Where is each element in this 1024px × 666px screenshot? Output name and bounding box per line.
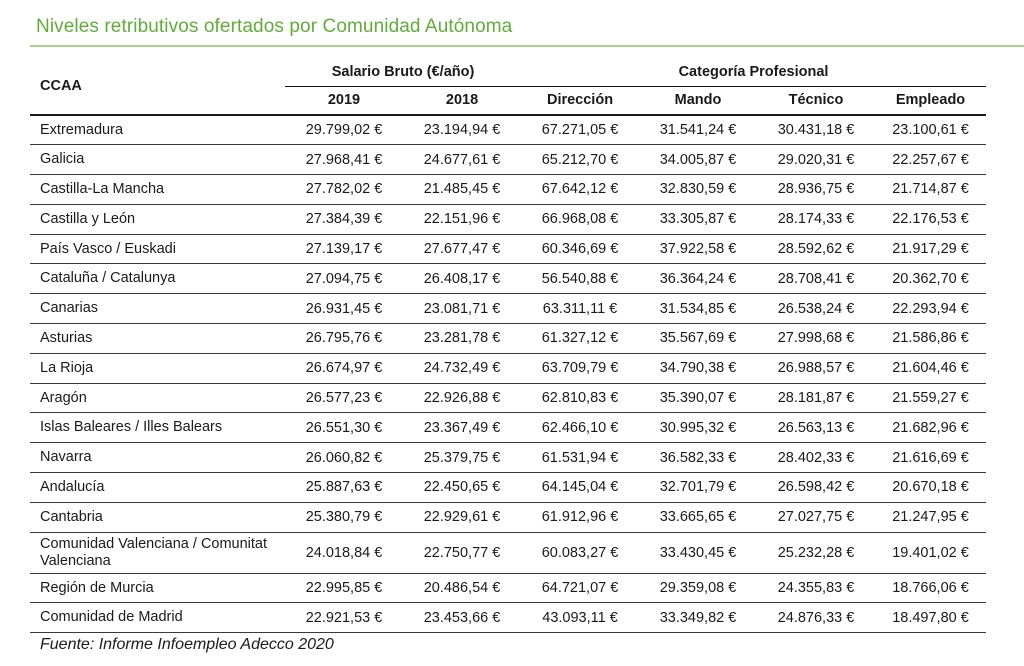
cell-direccion: 61.531,94 €	[521, 443, 639, 473]
page-title: Niveles retributivos ofertados por Comunidad Autónoma	[36, 16, 513, 37]
cell-direccion: 61.327,12 €	[521, 324, 639, 354]
cell-2019: 25.380,79 €	[285, 502, 403, 532]
cell-tecnico: 27.998,68 €	[757, 324, 875, 354]
header-row-groups	[30, 58, 986, 86]
cell-mando: 34.790,38 €	[639, 353, 757, 383]
cell-mando: 31.534,85 €	[639, 294, 757, 324]
cell-2018: 23.081,71 €	[403, 294, 521, 324]
cell-2018: 24.677,61 €	[403, 145, 521, 175]
row-ccaa-name: Castilla y León	[30, 204, 285, 234]
cell-2018: 22.926,88 €	[403, 383, 521, 413]
cell-direccion: 62.810,83 €	[521, 383, 639, 413]
cell-tecnico: 26.988,57 €	[757, 353, 875, 383]
cell-2018: 22.450,65 €	[403, 473, 521, 503]
cell-2019: 27.139,17 €	[285, 234, 403, 264]
cell-mando: 32.701,79 €	[639, 473, 757, 503]
cell-direccion: 64.721,07 €	[521, 573, 639, 603]
header-mando: Mando	[639, 86, 757, 115]
cell-tecnico: 26.563,13 €	[757, 413, 875, 443]
cell-empleado: 23.100,61 €	[875, 115, 986, 145]
cell-mando: 30.995,32 €	[639, 413, 757, 443]
cell-2018: 23.453,66 €	[403, 603, 521, 633]
cell-empleado: 21.917,29 €	[875, 234, 986, 264]
cell-direccion: 64.145,04 €	[521, 473, 639, 503]
cell-empleado: 21.616,69 €	[875, 443, 986, 473]
table-row	[30, 603, 986, 633]
cell-tecnico: 27.027,75 €	[757, 502, 875, 532]
cell-direccion: 67.271,05 €	[521, 115, 639, 145]
table-row	[30, 324, 986, 354]
cell-2019: 26.577,23 €	[285, 383, 403, 413]
table-row	[30, 502, 986, 532]
table-row	[30, 573, 986, 603]
header-ccaa: CCAA	[30, 58, 285, 115]
table-row	[30, 443, 986, 473]
cell-2018: 25.379,75 €	[403, 443, 521, 473]
table-row	[30, 413, 986, 443]
cell-tecnico: 26.538,24 €	[757, 294, 875, 324]
row-ccaa-name: Asturias	[30, 324, 285, 354]
row-ccaa-name: La Rioja	[30, 353, 285, 383]
table-row	[30, 383, 986, 413]
row-ccaa-name: Comunidad Valenciana / Comunitat Valenciana	[30, 532, 285, 573]
row-ccaa-name: Islas Baleares / Illes Balears	[30, 413, 285, 443]
row-ccaa-name: Cantabria	[30, 502, 285, 532]
cell-tecnico: 25.232,28 €	[757, 532, 875, 573]
header-2018: 2018	[403, 86, 521, 115]
table-row	[30, 532, 986, 573]
cell-2018: 27.677,47 €	[403, 234, 521, 264]
cell-mando: 35.567,69 €	[639, 324, 757, 354]
cell-empleado: 21.682,96 €	[875, 413, 986, 443]
cell-mando: 33.305,87 €	[639, 204, 757, 234]
cell-mando: 33.430,45 €	[639, 532, 757, 573]
cell-tecnico: 28.174,33 €	[757, 204, 875, 234]
cell-2019: 26.795,76 €	[285, 324, 403, 354]
header-categoria-group: Categoría Profesional	[521, 58, 986, 86]
cell-2018: 22.929,61 €	[403, 502, 521, 532]
cell-2018: 22.750,77 €	[403, 532, 521, 573]
cell-2018: 23.367,49 €	[403, 413, 521, 443]
row-ccaa-name: Extremadura	[30, 115, 285, 145]
cell-mando: 36.582,33 €	[639, 443, 757, 473]
row-ccaa-name: País Vasco / Euskadi	[30, 234, 285, 264]
cell-mando: 31.541,24 €	[639, 115, 757, 145]
row-ccaa-name: Comunidad de Madrid	[30, 603, 285, 633]
row-ccaa-name: Castilla-La Mancha	[30, 175, 285, 205]
header-2019: 2019	[285, 86, 403, 115]
cell-2019: 27.094,75 €	[285, 264, 403, 294]
cell-empleado: 21.247,95 €	[875, 502, 986, 532]
cell-direccion: 60.083,27 €	[521, 532, 639, 573]
header-tecnico: Técnico	[757, 86, 875, 115]
table-header	[30, 58, 986, 115]
cell-empleado: 21.559,27 €	[875, 383, 986, 413]
cell-empleado: 20.362,70 €	[875, 264, 986, 294]
row-ccaa-name: Navarra	[30, 443, 285, 473]
cell-2019: 27.384,39 €	[285, 204, 403, 234]
table-row	[30, 204, 986, 234]
cell-empleado: 22.293,94 €	[875, 294, 986, 324]
cell-2019: 29.799,02 €	[285, 115, 403, 145]
header-empleado: Empleado	[875, 86, 986, 115]
cell-tecnico: 24.355,83 €	[757, 573, 875, 603]
cell-direccion: 62.466,10 €	[521, 413, 639, 443]
cell-empleado: 19.401,02 €	[875, 532, 986, 573]
cell-2018: 26.408,17 €	[403, 264, 521, 294]
cell-empleado: 20.670,18 €	[875, 473, 986, 503]
cell-mando: 29.359,08 €	[639, 573, 757, 603]
cell-direccion: 63.709,79 €	[521, 353, 639, 383]
cell-2019: 22.921,53 €	[285, 603, 403, 633]
cell-empleado: 21.586,86 €	[875, 324, 986, 354]
cell-2018: 22.151,96 €	[403, 204, 521, 234]
header-salario-group: Salario Bruto (€/año)	[285, 58, 521, 86]
row-ccaa-name: Galicia	[30, 145, 285, 175]
cell-2019: 26.674,97 €	[285, 353, 403, 383]
salary-table	[30, 58, 986, 633]
cell-2019: 24.018,84 €	[285, 532, 403, 573]
cell-mando: 34.005,87 €	[639, 145, 757, 175]
cell-mando: 37.922,58 €	[639, 234, 757, 264]
row-ccaa-name: Aragón	[30, 383, 285, 413]
source-note: Fuente: Informe Infoempleo Adecco 2020	[40, 636, 334, 653]
cell-2019: 26.551,30 €	[285, 413, 403, 443]
cell-2019: 25.887,63 €	[285, 473, 403, 503]
cell-empleado: 18.497,80 €	[875, 603, 986, 633]
cell-2019: 26.060,82 €	[285, 443, 403, 473]
cell-mando: 32.830,59 €	[639, 175, 757, 205]
row-ccaa-name: Región de Murcia	[30, 573, 285, 603]
table-row	[30, 353, 986, 383]
cell-empleado: 21.714,87 €	[875, 175, 986, 205]
cell-direccion: 43.093,11 €	[521, 603, 639, 633]
cell-direccion: 61.912,96 €	[521, 502, 639, 532]
row-ccaa-name: Andalucía	[30, 473, 285, 503]
title-divider	[30, 45, 1024, 47]
cell-empleado: 22.257,67 €	[875, 145, 986, 175]
table-row	[30, 264, 986, 294]
cell-tecnico: 28.592,62 €	[757, 234, 875, 264]
cell-tecnico: 28.402,33 €	[757, 443, 875, 473]
table-row	[30, 175, 986, 205]
cell-tecnico: 24.876,33 €	[757, 603, 875, 633]
cell-tecnico: 28.936,75 €	[757, 175, 875, 205]
table-row	[30, 145, 986, 175]
cell-tecnico: 28.708,41 €	[757, 264, 875, 294]
cell-2019: 27.782,02 €	[285, 175, 403, 205]
cell-direccion: 66.968,08 €	[521, 204, 639, 234]
cell-tecnico: 30.431,18 €	[757, 115, 875, 145]
table-body	[30, 115, 986, 633]
cell-2019: 27.968,41 €	[285, 145, 403, 175]
cell-direccion: 65.212,70 €	[521, 145, 639, 175]
cell-tecnico: 28.181,87 €	[757, 383, 875, 413]
cell-empleado: 22.176,53 €	[875, 204, 986, 234]
cell-2018: 21.485,45 €	[403, 175, 521, 205]
table-row	[30, 294, 986, 324]
cell-mando: 36.364,24 €	[639, 264, 757, 294]
table-row	[30, 473, 986, 503]
row-ccaa-name: Cataluña / Catalunya	[30, 264, 285, 294]
cell-2019: 22.995,85 €	[285, 573, 403, 603]
cell-2019: 26.931,45 €	[285, 294, 403, 324]
cell-tecnico: 26.598,42 €	[757, 473, 875, 503]
header-direccion: Dirección	[521, 86, 639, 115]
cell-mando: 33.349,82 €	[639, 603, 757, 633]
cell-mando: 35.390,07 €	[639, 383, 757, 413]
cell-empleado: 21.604,46 €	[875, 353, 986, 383]
table-row	[30, 234, 986, 264]
cell-direccion: 67.642,12 €	[521, 175, 639, 205]
cell-empleado: 18.766,06 €	[875, 573, 986, 603]
row-ccaa-name: Canarias	[30, 294, 285, 324]
cell-tecnico: 29.020,31 €	[757, 145, 875, 175]
cell-2018: 24.732,49 €	[403, 353, 521, 383]
cell-mando: 33.665,65 €	[639, 502, 757, 532]
cell-direccion: 60.346,69 €	[521, 234, 639, 264]
cell-2018: 20.486,54 €	[403, 573, 521, 603]
table-row	[30, 115, 986, 145]
cell-2018: 23.281,78 €	[403, 324, 521, 354]
cell-direccion: 56.540,88 €	[521, 264, 639, 294]
cell-direccion: 63.311,11 €	[521, 294, 639, 324]
cell-2018: 23.194,94 €	[403, 115, 521, 145]
